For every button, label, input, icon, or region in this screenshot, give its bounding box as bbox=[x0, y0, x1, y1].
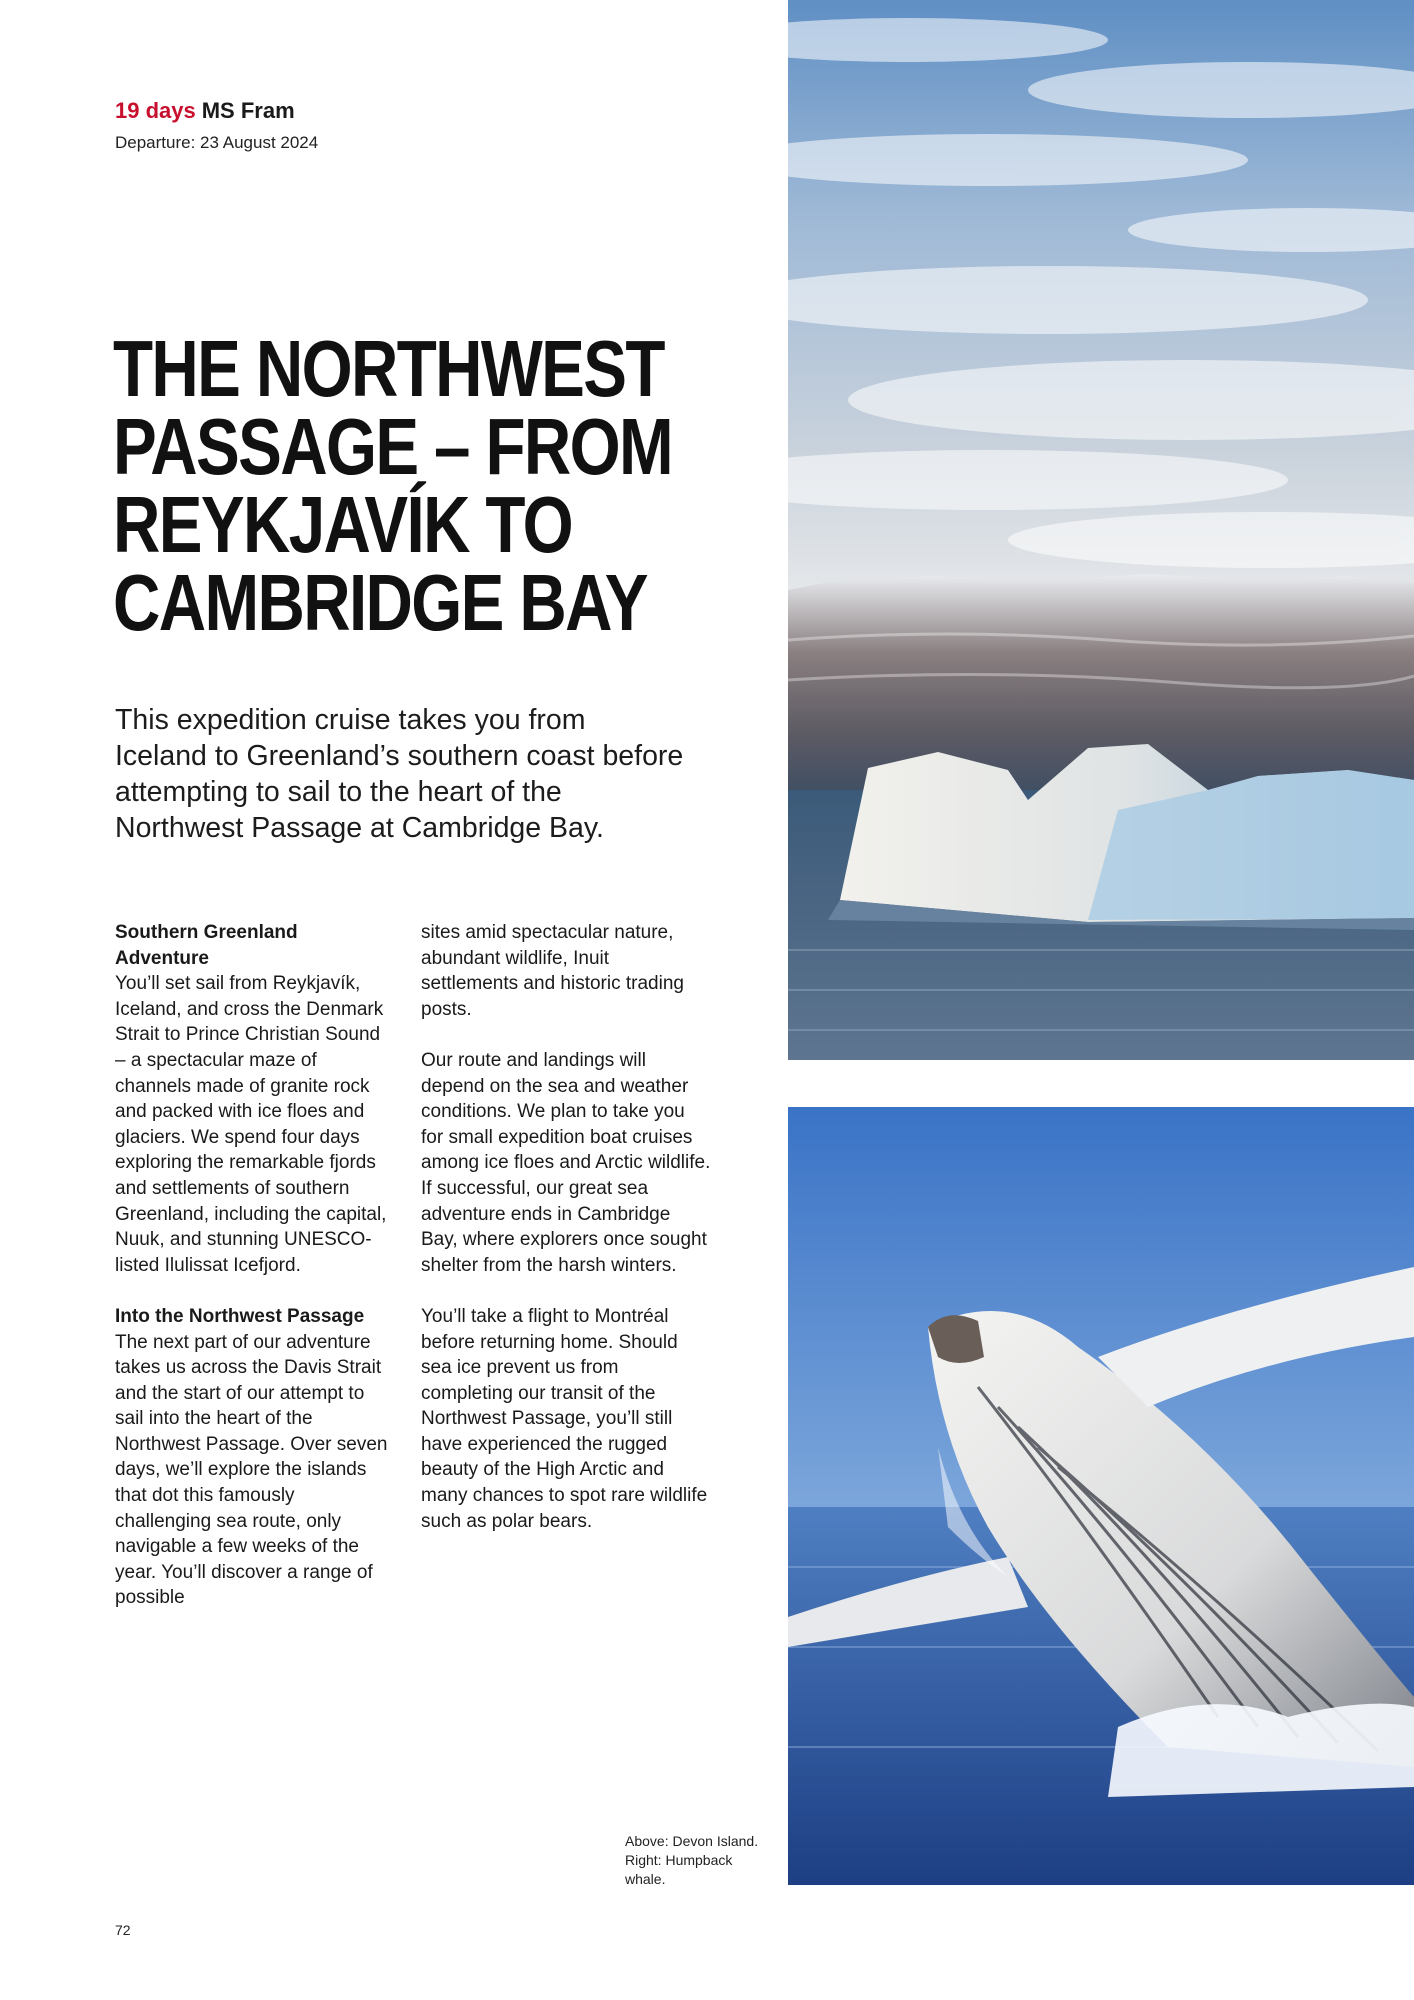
page-title bbox=[113, 324, 673, 647]
return-paragraph: You’ll take a flight to Montréal before returning home. Should sea ice prevent us from completing our transit of the Northwest Passage, you’ll still have experienced the rugged beauty of the High Arctic and many chances to spot rare wildlife such as polar bears. bbox=[421, 1305, 708, 1532]
section-heading: Into the Northwest Passage bbox=[115, 1305, 365, 1327]
humpback-whale-photo bbox=[788, 1107, 1414, 1885]
intro-paragraph: This expedition cruise takes you from Iceland to Greenland’s southern coast before attempting to sail to the heart of the Northwest Passage at Cambridge Bay. bbox=[115, 704, 684, 844]
section-body-continued: sites amid spectacular nature, abundant wildlife, Inuit settlements and historic trading posts. bbox=[421, 922, 684, 1020]
trip-duration-line bbox=[115, 96, 295, 126]
photo-caption: Above: Devon Island. Right: Humpback whale. bbox=[625, 1833, 759, 1887]
ship-name: MS Fram bbox=[201, 98, 295, 123]
body-column-left bbox=[115, 920, 395, 1611]
section-heading: Southern Greenland Adventure bbox=[115, 922, 298, 969]
page-number: 72 bbox=[115, 1922, 131, 1938]
title-line: CAMBRIDGE BAY bbox=[113, 558, 647, 647]
title-line: PASSAGE – FROM bbox=[113, 402, 673, 491]
route-paragraph: Our route and landings will depend on the sea and weather conditions. We plan to take you for small expedition boat cruises among ice floes and Arctic wildlife. If successful, our great sea adventure ends in Cambridge Bay, where explorers once sought shelter from the harsh winters. bbox=[421, 1049, 711, 1276]
title-line: REYKJAVÍK TO bbox=[113, 480, 573, 569]
trip-duration: 19 days bbox=[115, 98, 196, 123]
body-column-right bbox=[421, 920, 711, 1534]
section-body: You’ll set sail from Reykjavík, Iceland, and cross the Denmark Strait to Prince Christian Sound – a spectacular maze of channels made of granite rock and packed with ice floes and glaciers. We spend four days exploring the remarkable fjords and settlements of southern Greenland, including the capital, Nuuk, and stunning UNESCO-listed Ilulissat Icefjord. bbox=[115, 973, 387, 1276]
departure-date: Departure: 23 August 2024 bbox=[115, 133, 319, 152]
section-body: The next part of our adventure takes us across the Davis Strait and the start of our attempt to sail into the heart of the Northwest Passage. Over seven days, we’ll explore the islands that dot this famously challenging sea route, only navigable a few weeks of the year. You’ll discover a range of possible bbox=[115, 1331, 388, 1609]
title-line: THE NORTHWEST bbox=[113, 324, 664, 413]
devon-island-photo bbox=[788, 0, 1414, 1060]
